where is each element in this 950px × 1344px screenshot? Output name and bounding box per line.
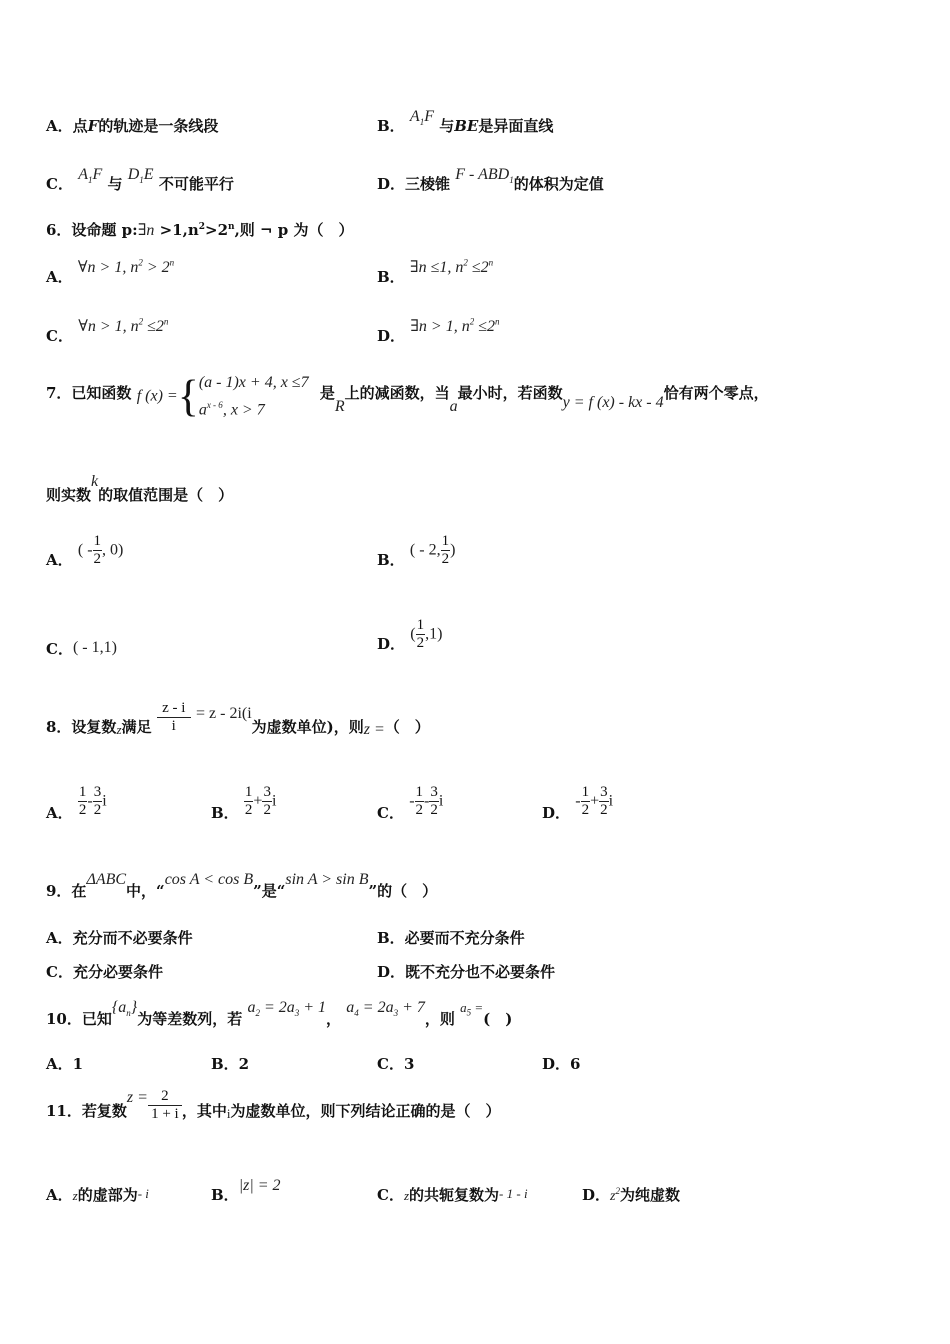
- brace-icon: {: [177, 371, 199, 421]
- q7-option-b: [377, 533, 455, 568]
- stem-text: 6．设命题 p:: [46, 221, 138, 239]
- math-op: -: [409, 792, 415, 810]
- q10-stem: [46, 996, 513, 1028]
- math-part: ): [450, 541, 456, 559]
- frac-den: 2: [430, 802, 438, 818]
- option-letter: C．: [46, 327, 73, 345]
- math-a1f: [78, 166, 103, 186]
- stem-text: 则实数: [46, 486, 92, 504]
- option-letter: B．: [211, 803, 239, 822]
- math-sup: 2: [138, 257, 143, 268]
- frac-den: 2: [78, 802, 87, 818]
- stem-text: 为等差数列，若: [137, 1010, 243, 1028]
- q8-option-d: [542, 784, 614, 822]
- math-fx: f (x) =: [136, 387, 178, 405]
- math-sub: 1: [509, 175, 514, 186]
- math-part: - i: [137, 1186, 149, 1201]
- math-sub: 3: [294, 1008, 300, 1019]
- frac-den: 2: [581, 802, 590, 818]
- q10-option-d: D．6: [542, 1055, 581, 1073]
- option-letter: C．: [377, 1186, 404, 1204]
- q11-option-b: [211, 1174, 281, 1204]
- math-a5: [460, 1000, 484, 1018]
- fraction: [148, 1088, 182, 1123]
- option-letter: B．: [377, 268, 405, 286]
- frac-num: 1: [415, 784, 424, 800]
- option-letter: D．: [377, 327, 406, 345]
- math-part: }: [130, 999, 138, 1016]
- math-part: a: [198, 401, 207, 419]
- math-part: > 2: [142, 259, 170, 276]
- q5-option-a: [46, 115, 218, 136]
- q6-option-c: [46, 315, 169, 345]
- frac-num: 3: [600, 784, 608, 800]
- frac-num: 3: [93, 784, 102, 800]
- q10-option-c: C．3: [377, 1055, 415, 1073]
- option-letter: B．: [377, 550, 405, 569]
- q9-option-b: B．必要而不充分条件: [377, 929, 525, 947]
- math-sup: 2: [463, 257, 468, 268]
- frac-den: 2: [93, 551, 102, 567]
- fraction: [415, 784, 425, 819]
- math-rhs: = z - 2i(i: [195, 704, 252, 722]
- math-z: z: [72, 1188, 78, 1203]
- q9-option-d: D．既不充分也不必要条件: [377, 963, 556, 981]
- stem-text: 10．已知: [46, 1010, 112, 1028]
- math-k: k: [91, 473, 99, 490]
- option-letter: D．: [377, 634, 406, 653]
- fraction: [78, 784, 88, 819]
- q11-option-d: [582, 1184, 680, 1205]
- option-text: 为纯虚数: [619, 1186, 680, 1204]
- math-part: A: [78, 166, 88, 183]
- piecewise-case-2: [199, 394, 309, 421]
- option-text: 的虚部为: [77, 1186, 138, 1204]
- math-sup: n: [228, 222, 235, 232]
- q7-stem-line2: [46, 470, 234, 504]
- math-sup: 2: [469, 316, 475, 327]
- math-part: - 1 - i: [499, 1186, 528, 1201]
- stem-text: ，其中: [181, 1101, 227, 1120]
- q6-option-a: [46, 256, 175, 286]
- stem-text: ，: [326, 1010, 342, 1028]
- q6-stem: [46, 219, 354, 240]
- math-part: ( - 2,: [409, 541, 441, 559]
- stem-text: >1,n: [154, 221, 199, 239]
- stem-text: 是: [319, 383, 335, 402]
- fraction: [441, 533, 451, 568]
- option-text: 的体积为定值: [513, 175, 604, 193]
- option-text: 不可能平行: [158, 175, 234, 193]
- math-z: z: [610, 1189, 616, 1204]
- math-part: + 7: [398, 999, 425, 1016]
- math-sup: 2: [138, 316, 144, 327]
- math-expr: [78, 259, 174, 276]
- math-part: = 2a: [358, 999, 394, 1016]
- q9-stem: [46, 868, 438, 900]
- option-text: 是异面直线: [478, 117, 554, 135]
- math-a: a: [449, 397, 458, 415]
- q11-option-c: [377, 1184, 528, 1205]
- math-op: -: [424, 792, 430, 810]
- piecewise-case-1: (a - 1)x + 4, x ≤7: [198, 374, 309, 391]
- stem-text: ”是“: [253, 882, 286, 900]
- stem-text: ,则 ¬ p 为（ ）: [234, 221, 354, 239]
- stem-text: （ ）: [384, 717, 430, 736]
- option-letter: C．: [46, 175, 73, 193]
- math-part: ( - 1,1): [72, 639, 117, 656]
- frac-num: 1: [416, 617, 425, 633]
- q9-option-c: C．充分必要条件: [46, 963, 163, 981]
- math-d1e: [127, 166, 154, 186]
- math-i: i: [226, 1105, 231, 1121]
- q8-option-c: [377, 784, 444, 822]
- math-triangle: ΔABC: [86, 871, 127, 888]
- math-z: z: [116, 721, 122, 737]
- frac-num: 1: [93, 533, 102, 549]
- math-part: E: [143, 166, 154, 183]
- math-sup: x - 6: [206, 400, 223, 410]
- math-part: F - ABD: [455, 166, 510, 183]
- math-part: ≤2: [143, 318, 164, 335]
- fraction: [599, 784, 609, 819]
- fraction: [93, 533, 103, 568]
- q7-option-a: [46, 533, 123, 568]
- option-text: 三棱锥: [405, 175, 451, 193]
- math-part: a: [346, 999, 355, 1016]
- math-op: -: [87, 792, 93, 810]
- option-letter: B．: [211, 1186, 239, 1204]
- math-sup: n: [163, 316, 169, 327]
- stem-text: 上的减函数，当: [344, 383, 450, 402]
- option-text: 点: [72, 117, 88, 135]
- math-part: A: [409, 108, 420, 125]
- math-op: +: [253, 792, 263, 810]
- q11-option-a: [46, 1184, 149, 1205]
- math-part: a: [247, 999, 256, 1016]
- option-letter: D．: [542, 803, 571, 822]
- q7-option-d: [377, 617, 442, 652]
- option-letter: C．: [377, 803, 404, 822]
- option-text: 与: [107, 175, 123, 193]
- stem-text: 为虚数单位，则下列结论正确的是（ ）: [230, 1101, 501, 1120]
- math-sup: 2: [615, 1186, 620, 1196]
- math-sub: 3: [393, 1008, 399, 1019]
- math-op: -: [575, 792, 581, 810]
- frac-num: 1: [78, 784, 87, 800]
- math-expr: [78, 318, 168, 335]
- math-eq2: [346, 999, 425, 1019]
- var-be: BE: [454, 117, 479, 135]
- math-exists: ∃n: [137, 222, 155, 239]
- math-i: i: [608, 792, 614, 810]
- fraction: [157, 700, 191, 735]
- math-part: F: [424, 108, 434, 125]
- math-abs: |z| = 2: [238, 1177, 281, 1194]
- frac-num: 2: [148, 1088, 182, 1106]
- math-sub: 5: [466, 1007, 472, 1018]
- frac-num: 3: [430, 784, 438, 800]
- math-z: z =: [363, 720, 385, 738]
- fraction: [416, 617, 426, 652]
- math-part: ∃n ≤1, n: [409, 259, 464, 276]
- stem-text: 最小时，若函数: [457, 383, 563, 402]
- option-letter: C．: [46, 640, 73, 658]
- math-seq: [111, 999, 138, 1019]
- math-z: z =: [126, 1088, 148, 1106]
- option-text: 的共轭复数为: [409, 1186, 500, 1204]
- math-part: ≤2: [474, 318, 496, 335]
- math-sup: n: [495, 316, 500, 327]
- math-y: y = f (x) - kx - 4: [562, 393, 664, 411]
- frac-num: 3: [263, 784, 271, 800]
- math-expr: [410, 318, 499, 335]
- stem-text: ( ): [483, 1010, 513, 1028]
- frac-den: 2: [600, 802, 608, 818]
- stem-text: ，则: [424, 1010, 455, 1028]
- math-part: ≤2: [467, 259, 489, 276]
- math-a1f: [409, 108, 434, 128]
- option-letter: B．: [377, 117, 405, 135]
- stem-text: ”的（ ）: [368, 882, 438, 900]
- q11-stem: [46, 1088, 501, 1123]
- math-part: (: [410, 625, 416, 643]
- frac-den: 2: [416, 635, 425, 651]
- fraction: [581, 784, 591, 819]
- math-sub: n: [126, 1008, 131, 1019]
- stem-text: 为虚数单位)，则: [251, 717, 364, 736]
- frac-num: 1: [441, 533, 450, 549]
- frac-num: 1: [581, 784, 590, 800]
- stem-text: >2: [205, 221, 229, 239]
- var-f: F: [87, 117, 99, 135]
- math-sub: 1: [87, 175, 93, 186]
- math-sub: 1: [139, 175, 144, 186]
- option-letter: A．: [46, 803, 73, 822]
- math-expr: [410, 259, 493, 276]
- option-text: 与: [439, 117, 455, 135]
- q7-stem: [46, 372, 769, 421]
- stem-text: 的取值范围是（ ）: [98, 486, 234, 504]
- stem-text: 满足: [121, 717, 152, 736]
- q8-option-b: [211, 784, 277, 822]
- math-part: , 0): [102, 541, 124, 559]
- q10-option-b: B．2: [211, 1055, 250, 1073]
- math-part: ∃n > 1, n: [410, 318, 470, 335]
- frac-den: 2: [263, 802, 271, 818]
- stem-text: 11．若复数: [46, 1101, 127, 1120]
- math-i: i: [102, 792, 107, 810]
- option-letter: D．: [582, 1186, 611, 1204]
- math-z: z: [403, 1188, 410, 1203]
- math-sub: 2: [255, 1008, 260, 1019]
- piecewise: [199, 372, 309, 421]
- frac-den: 2: [415, 802, 424, 818]
- option-letter: A．: [46, 550, 73, 569]
- q5-option-b: [377, 105, 554, 135]
- math-i: i: [438, 792, 444, 810]
- option-letter: A．: [46, 268, 73, 286]
- q5-option-d: [377, 163, 604, 193]
- q9-option-a: A．充分而不必要条件: [46, 929, 193, 947]
- math-sub: 4: [354, 1008, 359, 1019]
- math-sup: n: [488, 257, 494, 268]
- frac-den: i: [171, 718, 176, 734]
- math-sin: sin A > sin B: [285, 871, 369, 888]
- q8-stem: [46, 700, 430, 738]
- option-letter: A．: [46, 1186, 73, 1204]
- math-op: +: [590, 792, 600, 810]
- q7-option-c: [46, 638, 117, 659]
- frac-den: 2: [93, 802, 102, 818]
- q8-option-a: [46, 784, 107, 822]
- math-part: , x > 7: [222, 401, 265, 419]
- stem-text: 9．在: [46, 882, 87, 900]
- option-letter: A．: [46, 117, 73, 135]
- math-cos: cos A < cos B: [164, 871, 254, 888]
- math-eq1: [247, 999, 327, 1019]
- q6-option-d: [377, 315, 500, 345]
- math-part: a: [460, 1000, 467, 1015]
- math-part: = 2a: [259, 999, 295, 1016]
- math-part: + 1: [299, 999, 327, 1016]
- math-r: R: [334, 397, 345, 415]
- math-part: F: [92, 166, 103, 183]
- math-sub: 1: [419, 117, 425, 128]
- math-sup: n: [169, 257, 175, 268]
- stem-text: 恰有两个零点，: [663, 383, 769, 402]
- math-tetra: [455, 166, 514, 186]
- option-letter: D．: [377, 175, 406, 193]
- fraction: [93, 784, 103, 819]
- fraction: [244, 784, 254, 819]
- frac-den: 1 + i: [151, 1106, 179, 1122]
- q10-option-a: A．1: [46, 1055, 84, 1073]
- stem-text: 中，“: [126, 882, 165, 900]
- fraction: [429, 784, 439, 819]
- frac-den: 2: [244, 802, 253, 818]
- math-part: ∀n > 1, n: [78, 318, 139, 335]
- frac-num: z - i: [157, 700, 191, 718]
- frac-num: 1: [244, 784, 253, 800]
- math-part: D: [127, 166, 140, 183]
- stem-text: 7．已知函数: [46, 383, 132, 402]
- math-sup: 2: [198, 222, 205, 232]
- option-text: 的轨迹是一条线段: [98, 117, 219, 135]
- math-part: ,1): [425, 625, 443, 643]
- q5-option-c: [46, 163, 234, 193]
- math-part: ∀n > 1, n: [77, 259, 139, 276]
- fraction: [262, 784, 272, 819]
- math-part: {a: [111, 999, 127, 1016]
- frac-den: 2: [441, 551, 450, 567]
- math-i: i: [271, 792, 277, 810]
- stem-text: 8．设复数: [46, 717, 117, 736]
- q6-option-b: [377, 256, 494, 286]
- math-part: ( -: [77, 541, 93, 559]
- math-part: =: [471, 1000, 484, 1015]
